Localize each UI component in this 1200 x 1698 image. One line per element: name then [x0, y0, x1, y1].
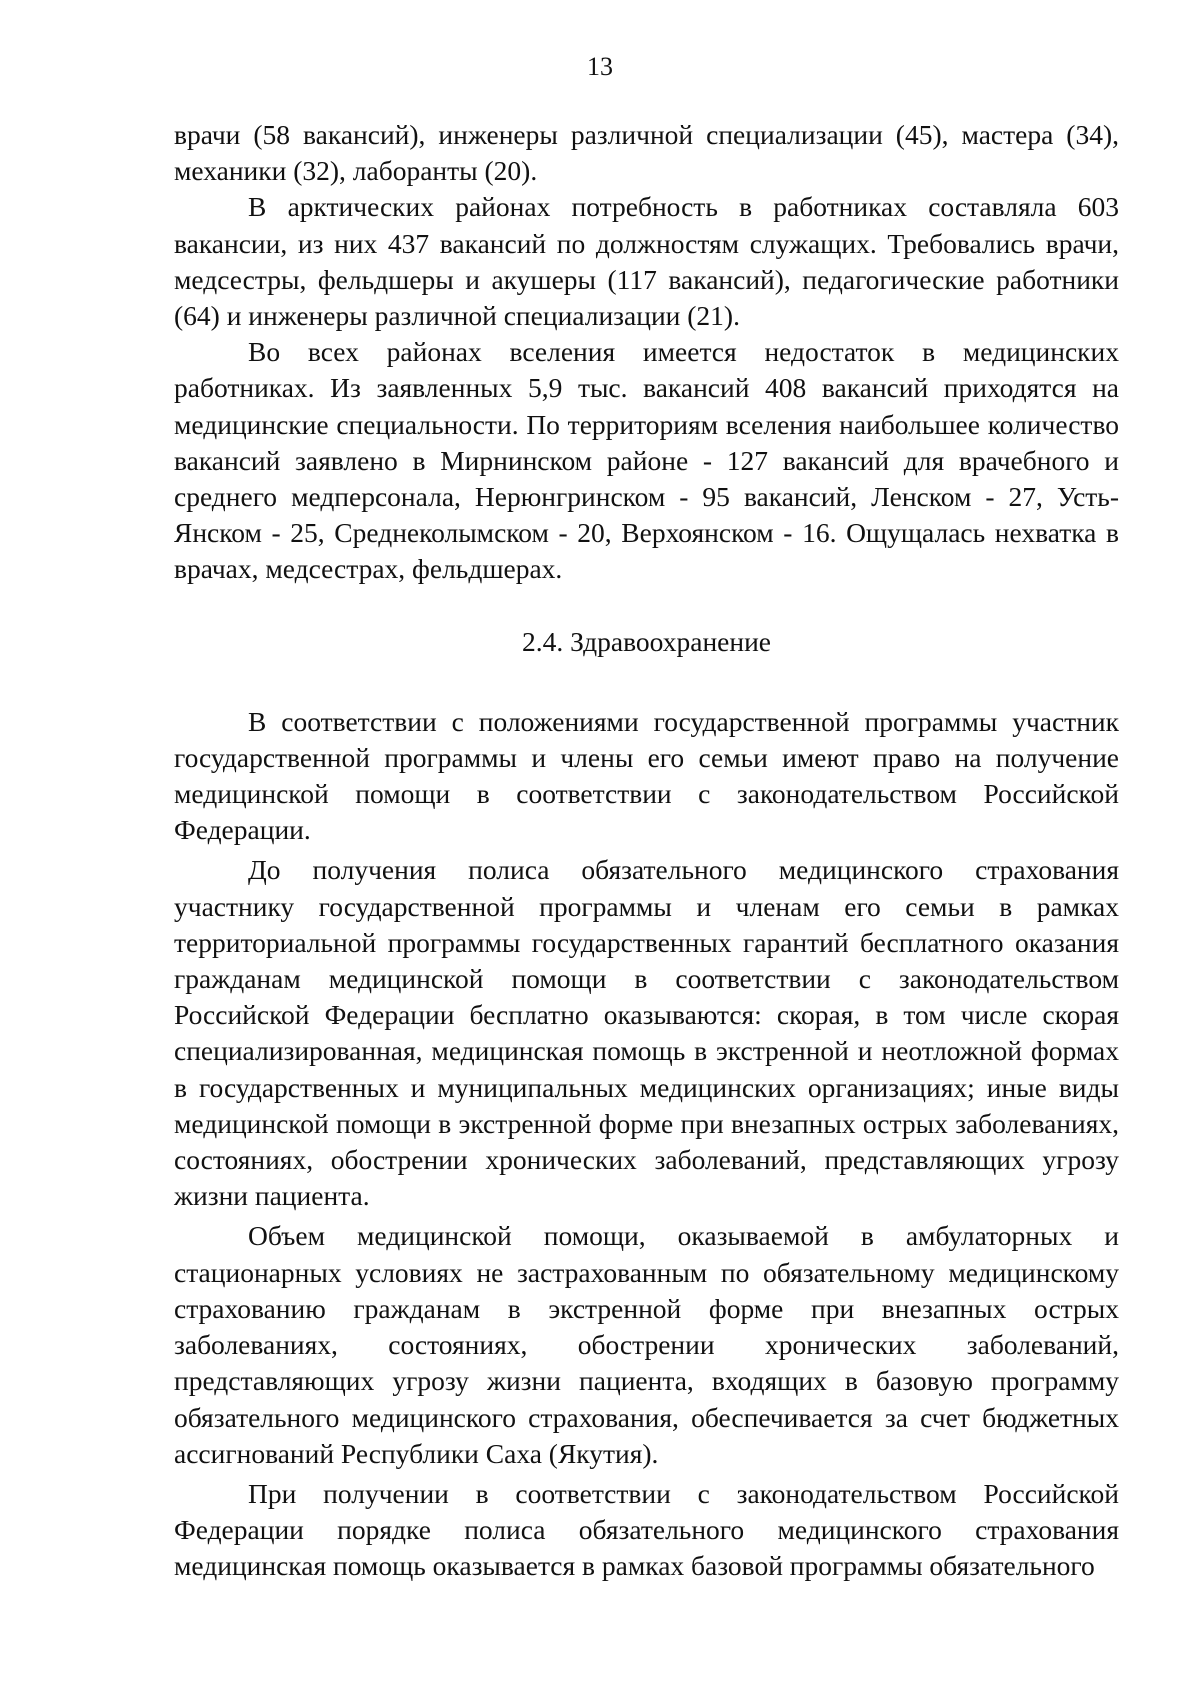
paragraph-medical-shortage: Во всех районах вселения имеется недостаток в медицинских работниках. Из заявленных 5,9 тыс. вакансий 408 вакансий приходятся на медицинские специальности. По территориям вселения наибольшее количество вакансий заявлено в Мирнинском районе - 127 вакансий для врачебного и среднего медперсонала, Нерюнгринском - 95 вакансий, Ленском - 27, Усть-Янском - 25, Среднеколымском - 20, Верхоянском - 16. Ощущалась нехватка в врачах, медсестрах, фельдшерах. — [174, 336, 1119, 585]
document-body — [174, 117, 1119, 1585]
paragraph-right-to-care: В соответствии с положениями государственной программы участник государственной программы и члены его семьи имеют право на получение медицинской помощи в соответствии с законодательством Российской Федерации. — [174, 705, 1119, 846]
paragraph-after-policy: При получении в соответствии с законодательством Российской Федерации порядке полиса обязательного медицинского страхования медицинская помощь оказывается в рамках базовой программы обязательного — [174, 1477, 1119, 1582]
section-heading: 2.4. Здравоохранение — [521, 625, 772, 657]
paragraph-uninsured-care: Объем медицинской помощи, оказываемой в амбулаторных и стационарных условиях не застрахованным по обязательному медицинскому страхованию гражданам в экстренной форме при внезапных острых заболеваниях, состояниях, обострении хронических заболеваний, представляющих угрозу жизни пациента, входящих в базовую программу обязательного медицинского страхования, обеспечивается за счет бюджетных ассигнований Республики Саха (Якутия). — [174, 1220, 1119, 1469]
paragraph-continuation: врачи (58 вакансий), инженеры различной специализации (45), мастера (34), механики (32), лаборанты (20). — [174, 119, 1119, 187]
page-number: 13 — [587, 52, 613, 81]
paragraph-arctic-vacancies: В арктических районах потребность в работниках составляла 603 вакансии, из них 437 вакансий по должностям служащих. Требовались врачи, медсестры, фельдшеры и акушеры (117 вакансий), педагогические работники (64) и инженеры различной специализации (21). — [174, 191, 1119, 332]
paragraph-before-policy: До получения полиса обязательного медицинского страхования участнику государственной программы и членам его семьи в рамках территориальной программы государственных гарантий бесплатного оказания гражданам медицинской помощи в соответствии с законодательством Российской Федерации бесплатно оказываются: скорая, в том числе скорая специализированная, медицинская помощь в экстренной и неотложной формах в государственных и муниципальных медицинских организациях; иные виды медицинской помощи в экстренной форме при внезапных острых заболеваниях, состояниях, обострении хронических заболеваний, представляющих угрозу жизни пациента. — [174, 854, 1119, 1212]
